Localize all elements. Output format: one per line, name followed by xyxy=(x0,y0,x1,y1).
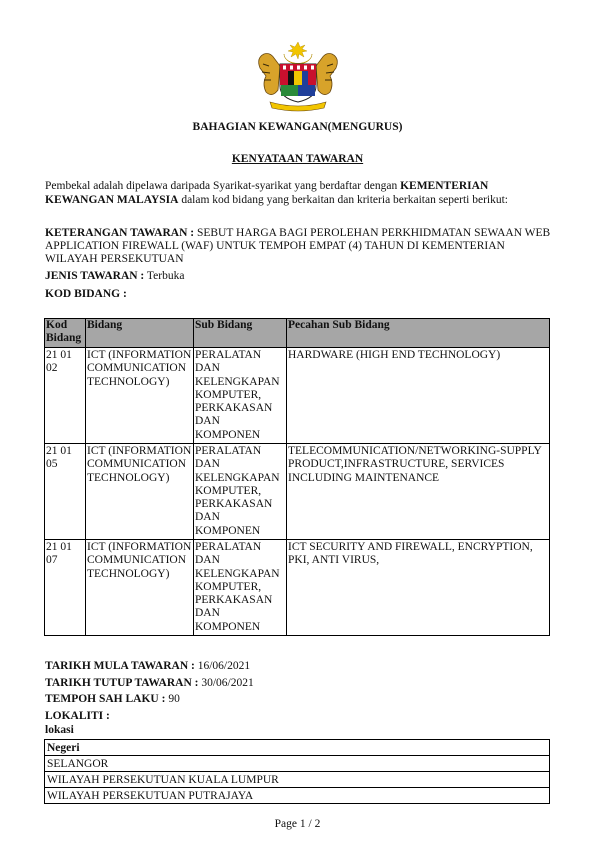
bidang-table xyxy=(44,318,550,636)
table-row xyxy=(45,444,550,540)
offer-description-value: SEBUT HARGA BAGI PEROLEHAN PERKHIDMATAN SEWAAN WEB APPLICATION FIREWALL (WAF) UNTUK TEMPOH EMPAT (4) TAHUN DI KEMENTERIAN WILAYAH PERSEKUTUAN xyxy=(45,227,551,265)
cell-kod: 21 01 05 xyxy=(45,444,86,540)
validity-period xyxy=(45,691,254,708)
table-row xyxy=(45,348,550,444)
department-title: BAHAGIAN KEWANGAN(MENGURUS) xyxy=(192,121,403,133)
header-kod-bidang: Kod Bidang xyxy=(45,319,86,348)
end-date-label: TARIKH TUTUP TAWARAN : xyxy=(45,676,199,689)
offer-description-label: KETERANGAN TAWARAN : xyxy=(45,227,195,239)
locality-label: LOKALITI : xyxy=(45,709,110,722)
cell-pecahan: TELECOMMUNICATION/NETWORKING-SUPPLY PRODUCT,INFRASTRUCTURE, SERVICES INCLUDING MAINTENANCE xyxy=(287,444,550,540)
offer-type-label: JENIS TAWARAN : xyxy=(45,270,145,282)
cell-bidang: ICT (INFORMATION COMMUNICATION TECHNOLOGY) xyxy=(86,540,194,636)
end-date xyxy=(45,675,254,692)
table-row xyxy=(45,756,550,772)
start-date-value: 16/06/2021 xyxy=(194,660,251,672)
start-date-label: TARIKH MULA TAWARAN : xyxy=(45,660,195,672)
intro-ministry: KEMENTERIAN KEWANGAN MALAYSIA xyxy=(45,180,489,206)
document-title-text: KENYATAAN TAWARAN xyxy=(231,153,364,165)
intro-paragraph xyxy=(45,180,557,207)
offer-type-value: Terbuka xyxy=(144,270,185,282)
cell-sub-bidang: PERALATAN DAN KELENGKAPAN KOMPUTER, PERKAKASAN DAN KOMPONEN xyxy=(194,540,287,636)
lokasi-label: lokasi xyxy=(45,724,74,736)
end-date-value: 30/06/2021 xyxy=(198,676,254,689)
cell-negeri: WILAYAH PERSEKUTUAN KUALA LUMPUR xyxy=(45,772,550,788)
page-number: Page 1 / 2 xyxy=(274,818,321,830)
start-date xyxy=(45,658,254,675)
header-negeri: Negeri xyxy=(45,740,550,756)
header-bidang: Bidang xyxy=(86,319,194,348)
cell-kod: 21 01 02 xyxy=(45,348,86,444)
table-row xyxy=(45,772,550,788)
header-pecahan-sub-bidang: Pecahan Sub Bidang xyxy=(287,319,550,348)
cell-pecahan: ICT SECURITY AND FIREWALL, ENCRYPTION, PKI, ANTI VIRUS, xyxy=(287,540,550,636)
cell-kod: 21 01 07 xyxy=(45,540,86,636)
document-title xyxy=(0,153,595,165)
cell-negeri: WILAYAH PERSEKUTUAN PUTRAJAYA xyxy=(45,788,550,804)
cell-sub-bidang: PERALATAN DAN KELENGKAPAN KOMPUTER, PERKAKASAN DAN KOMPONEN xyxy=(194,444,287,540)
offer-type xyxy=(45,270,184,282)
bidang-table-header xyxy=(45,319,550,348)
cell-sub-bidang: PERALATAN DAN KELENGKAPAN KOMPUTER, PERKAKASAN DAN KOMPONEN xyxy=(194,348,287,444)
cell-bidang: ICT (INFORMATION COMMUNICATION TECHNOLOGY) xyxy=(86,348,194,444)
cell-pecahan: HARDWARE (HIGH END TECHNOLOGY) xyxy=(287,348,550,444)
lokasi-table xyxy=(44,739,550,804)
table-row xyxy=(45,788,550,804)
offer-dates xyxy=(45,658,254,724)
kod-bidang-label: KOD BIDANG : xyxy=(45,288,127,300)
validity-label: TEMPOH SAH LAKU : xyxy=(45,693,166,705)
intro-text-before: Pembekal adalah dipelawa daripada Syarikat-syarikat yang berdaftar dengan xyxy=(45,180,401,192)
validity-value: 90 xyxy=(165,693,180,705)
cell-bidang: ICT (INFORMATION COMMUNICATION TECHNOLOGY) xyxy=(86,444,194,540)
header-sub-bidang: Sub Bidang xyxy=(194,319,287,348)
coat-of-arms-logo xyxy=(250,40,346,112)
table-row xyxy=(45,540,550,636)
offer-description xyxy=(45,227,557,266)
lokasi-table-header xyxy=(45,740,550,756)
cell-negeri: SELANGOR xyxy=(45,756,550,772)
intro-text-after: dalam kod bidang yang berkaitan dan kriteria berkaitan seperti berikut: xyxy=(178,193,508,206)
locality xyxy=(45,708,254,725)
